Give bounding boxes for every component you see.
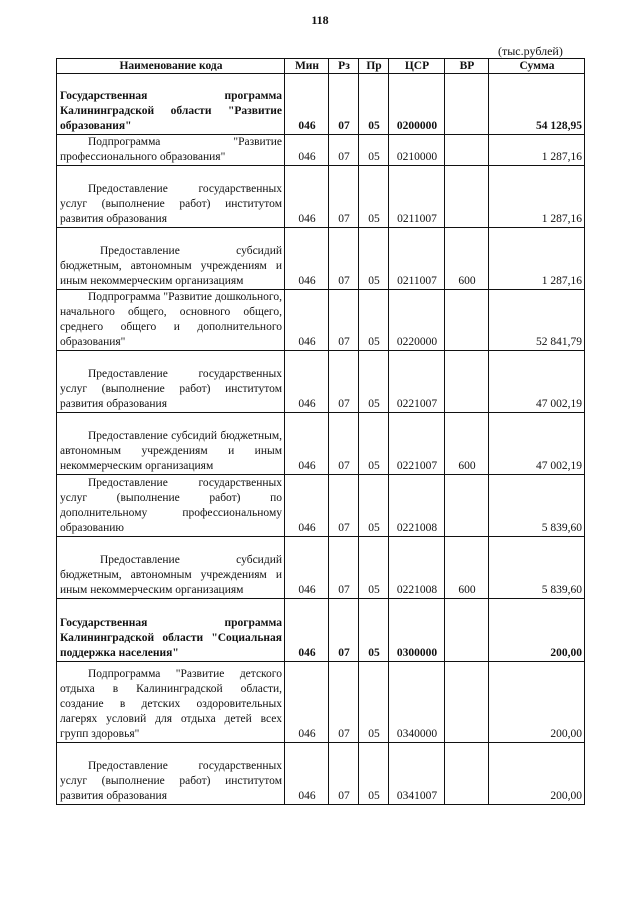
cell-min: 046 bbox=[285, 475, 329, 537]
cell-csr: 0341007 bbox=[389, 743, 445, 805]
cell-name-text: Подпрограмма "Развитие детского отдыха в Калининградской области, создание в детских оздоровительных лагерях условий для отдыха детей всех групп здоровья" bbox=[60, 668, 282, 740]
cell-csr: 0220000 bbox=[389, 290, 445, 351]
cell-min: 046 bbox=[285, 743, 329, 805]
table-row bbox=[57, 166, 585, 228]
cell-pr: 05 bbox=[359, 351, 389, 413]
cell-name bbox=[57, 228, 285, 290]
cell-vr: 600 bbox=[445, 537, 489, 599]
cell-rz: 07 bbox=[329, 599, 359, 662]
column-header-csr: ЦСР bbox=[389, 59, 445, 74]
cell-csr: 0221007 bbox=[389, 413, 445, 475]
units-label: (тыс.рублей) bbox=[498, 44, 563, 58]
cell-name bbox=[57, 351, 285, 413]
cell-sum: 5 839,60 bbox=[489, 475, 585, 537]
cell-rz: 07 bbox=[329, 166, 359, 228]
cell-rz: 07 bbox=[329, 74, 359, 135]
cell-csr: 0210000 bbox=[389, 135, 445, 166]
cell-sum: 200,00 bbox=[489, 743, 585, 805]
cell-sum: 200,00 bbox=[489, 599, 585, 662]
cell-name-text: Предоставление государственных услуг (выполнение работ) по дополнительному профессиональному образованию bbox=[60, 477, 282, 534]
table-row bbox=[57, 475, 585, 537]
cell-csr: 0221007 bbox=[389, 351, 445, 413]
cell-sum: 1 287,16 bbox=[489, 228, 585, 290]
cell-min: 046 bbox=[285, 413, 329, 475]
cell-pr: 05 bbox=[359, 228, 389, 290]
cell-name bbox=[57, 743, 285, 805]
cell-name-text: Подпрограмма "Развитие дошкольного, начального общего, основного общего, среднего общего и дополнительного образования" bbox=[60, 291, 282, 348]
cell-name-text: Предоставление субсидий бюджетным, автономным учреждениям и иным некоммерческим организациям bbox=[60, 430, 282, 472]
cell-name bbox=[57, 599, 285, 662]
cell-sum: 5 839,60 bbox=[489, 537, 585, 599]
cell-name-text: Предоставление государственных услуг (выполнение работ) институтом развития образования bbox=[60, 368, 282, 410]
cell-pr: 05 bbox=[359, 290, 389, 351]
cell-rz: 07 bbox=[329, 743, 359, 805]
cell-name-text: Государственная программа Калининградской области "Социальная поддержка населения" bbox=[60, 617, 282, 659]
table-row bbox=[57, 351, 585, 413]
cell-min: 046 bbox=[285, 228, 329, 290]
table-header-row bbox=[57, 59, 585, 74]
column-header-rz: Рз bbox=[329, 59, 359, 74]
cell-csr: 0300000 bbox=[389, 599, 445, 662]
column-header-pr: Пр bbox=[359, 59, 389, 74]
cell-name bbox=[57, 475, 285, 537]
cell-name bbox=[57, 413, 285, 475]
cell-vr bbox=[445, 743, 489, 805]
cell-name-text: Предоставление субсидий бюджетным, автономным учреждениям и иным некоммерческим организациям bbox=[60, 245, 282, 287]
cell-pr: 05 bbox=[359, 743, 389, 805]
cell-pr: 05 bbox=[359, 166, 389, 228]
table-row bbox=[57, 537, 585, 599]
cell-csr: 0221008 bbox=[389, 475, 445, 537]
cell-vr bbox=[445, 166, 489, 228]
cell-min: 046 bbox=[285, 166, 329, 228]
cell-min: 046 bbox=[285, 537, 329, 599]
cell-rz: 07 bbox=[329, 662, 359, 743]
cell-name-text: Предоставление государственных услуг (выполнение работ) институтом развития образования bbox=[60, 183, 282, 225]
cell-name-text: Предоставление государственных услуг (выполнение работ) институтом развития образования bbox=[60, 760, 282, 802]
cell-rz: 07 bbox=[329, 135, 359, 166]
cell-vr bbox=[445, 290, 489, 351]
column-header-sum: Сумма bbox=[489, 59, 585, 74]
cell-min: 046 bbox=[285, 290, 329, 351]
cell-sum: 1 287,16 bbox=[489, 135, 585, 166]
cell-pr: 05 bbox=[359, 599, 389, 662]
cell-vr bbox=[445, 74, 489, 135]
cell-min: 046 bbox=[285, 599, 329, 662]
cell-pr: 05 bbox=[359, 135, 389, 166]
cell-rz: 07 bbox=[329, 537, 359, 599]
cell-sum: 47 002,19 bbox=[489, 351, 585, 413]
table-body bbox=[57, 74, 585, 805]
cell-sum: 52 841,79 bbox=[489, 290, 585, 351]
cell-vr bbox=[445, 662, 489, 743]
cell-sum: 200,00 bbox=[489, 662, 585, 743]
cell-min: 046 bbox=[285, 351, 329, 413]
cell-name bbox=[57, 290, 285, 351]
cell-pr: 05 bbox=[359, 537, 389, 599]
cell-name bbox=[57, 74, 285, 135]
cell-rz: 07 bbox=[329, 351, 359, 413]
cell-name-text: Государственная программа Калининградской области "Развитие образования" bbox=[60, 90, 282, 132]
cell-vr bbox=[445, 599, 489, 662]
cell-min: 046 bbox=[285, 74, 329, 135]
table-row bbox=[57, 599, 585, 662]
table-row bbox=[57, 290, 585, 351]
cell-name bbox=[57, 662, 285, 743]
table-row bbox=[57, 135, 585, 166]
cell-sum: 54 128,95 bbox=[489, 74, 585, 135]
table-row bbox=[57, 662, 585, 743]
cell-name bbox=[57, 135, 285, 166]
cell-rz: 07 bbox=[329, 228, 359, 290]
cell-name-text: Подпрограмма "Развитие профессионального образования" bbox=[60, 136, 282, 163]
cell-rz: 07 bbox=[329, 475, 359, 537]
cell-sum: 1 287,16 bbox=[489, 166, 585, 228]
column-header-vr: ВР bbox=[445, 59, 489, 74]
cell-pr: 05 bbox=[359, 74, 389, 135]
cell-min: 046 bbox=[285, 135, 329, 166]
table-row bbox=[57, 743, 585, 805]
cell-vr bbox=[445, 351, 489, 413]
table-row bbox=[57, 74, 585, 135]
cell-vr bbox=[445, 135, 489, 166]
cell-vr: 600 bbox=[445, 228, 489, 290]
cell-rz: 07 bbox=[329, 413, 359, 475]
cell-min: 046 bbox=[285, 662, 329, 743]
cell-csr: 0200000 bbox=[389, 74, 445, 135]
cell-vr bbox=[445, 475, 489, 537]
page-number: 118 bbox=[311, 13, 329, 27]
cell-pr: 05 bbox=[359, 413, 389, 475]
cell-name bbox=[57, 166, 285, 228]
cell-csr: 0211007 bbox=[389, 166, 445, 228]
cell-sum: 47 002,19 bbox=[489, 413, 585, 475]
cell-csr: 0221008 bbox=[389, 537, 445, 599]
cell-name-text: Предоставление субсидий бюджетным, автономным учреждениям и иным некоммерческим организациям bbox=[60, 554, 282, 596]
cell-pr: 05 bbox=[359, 475, 389, 537]
cell-name bbox=[57, 537, 285, 599]
budget-table bbox=[56, 58, 585, 805]
column-header-name: Наименование кода bbox=[57, 59, 285, 74]
table-row bbox=[57, 228, 585, 290]
cell-csr: 0340000 bbox=[389, 662, 445, 743]
cell-vr: 600 bbox=[445, 413, 489, 475]
cell-csr: 0211007 bbox=[389, 228, 445, 290]
cell-pr: 05 bbox=[359, 662, 389, 743]
cell-rz: 07 bbox=[329, 290, 359, 351]
table-row bbox=[57, 413, 585, 475]
column-header-min: Мин bbox=[285, 59, 329, 74]
